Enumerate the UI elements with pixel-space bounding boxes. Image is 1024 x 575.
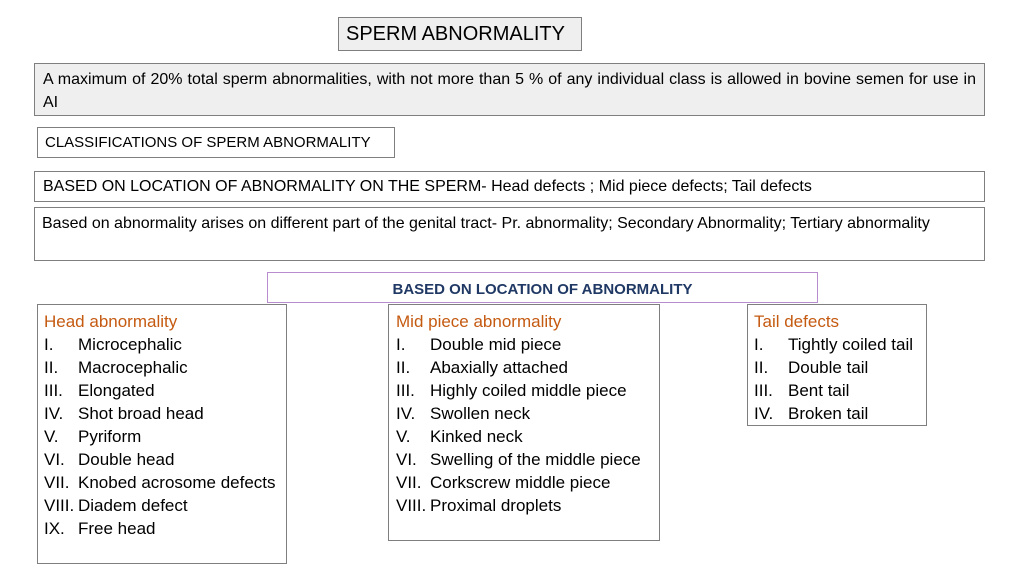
list-item-numeral: IX. bbox=[44, 519, 65, 538]
list-item bbox=[396, 333, 659, 356]
list-item-numeral: V. bbox=[396, 427, 411, 446]
list-item bbox=[396, 494, 659, 517]
page-title: SPERM ABNORMALITY bbox=[338, 17, 582, 51]
list-item-numeral: VII. bbox=[44, 473, 70, 492]
list-item-text: Abaxially attached bbox=[430, 358, 568, 377]
list-item-text: Elongated bbox=[78, 381, 155, 400]
list-item-text: Double mid piece bbox=[430, 335, 562, 354]
list-item-numeral: III. bbox=[396, 381, 415, 400]
mid-piece-abnormality-list bbox=[396, 333, 659, 517]
location-classification-line: BASED ON LOCATION OF ABNORMALITY ON THE SPERM- Head defects ; Mid piece defects; Tail defects bbox=[34, 171, 985, 202]
list-item bbox=[396, 402, 659, 425]
mid-piece-abnormality-box bbox=[388, 304, 660, 541]
list-item-text: Highly coiled middle piece bbox=[430, 381, 627, 400]
location-subheading: BASED ON LOCATION OF ABNORMALITY bbox=[267, 272, 818, 303]
list-item bbox=[44, 425, 286, 448]
list-item bbox=[44, 448, 286, 471]
list-item-text: Free head bbox=[78, 519, 156, 538]
list-item-text: Diadem defect bbox=[78, 496, 188, 515]
list-item-text: Macrocephalic bbox=[78, 358, 188, 377]
list-item-text: Tightly coiled tail bbox=[788, 335, 914, 354]
list-item-numeral: IV. bbox=[44, 404, 64, 423]
list-item bbox=[754, 379, 926, 402]
list-item-text: Microcephalic bbox=[78, 335, 182, 354]
list-item-numeral: III. bbox=[754, 381, 773, 400]
list-item-numeral: IV. bbox=[396, 404, 416, 423]
list-item-numeral: VIII. bbox=[44, 496, 75, 515]
tail-defects-header: Tail defects bbox=[754, 312, 840, 331]
list-item bbox=[396, 448, 659, 471]
list-item-numeral: I. bbox=[44, 335, 54, 354]
list-item-numeral: III. bbox=[44, 381, 63, 400]
list-item-numeral: IV. bbox=[754, 404, 774, 423]
list-item-text: Double tail bbox=[788, 358, 869, 377]
list-item-numeral: VI. bbox=[396, 450, 417, 469]
list-item-text: Double head bbox=[78, 450, 175, 469]
list-item-text: Bent tail bbox=[788, 381, 850, 400]
list-item bbox=[396, 425, 659, 448]
list-item bbox=[44, 517, 286, 540]
list-item bbox=[44, 471, 286, 494]
list-item-numeral: VIII. bbox=[396, 496, 427, 515]
genital-tract-classification-line: Based on abnormality arises on different part of the genital tract- Pr. abnormality; Secondary Abnormality; Tertiary abnormality bbox=[34, 207, 985, 261]
tail-defects-list bbox=[754, 333, 926, 425]
list-item bbox=[44, 333, 286, 356]
list-item bbox=[754, 333, 926, 356]
list-item-text: Shot broad head bbox=[78, 404, 204, 423]
list-item bbox=[754, 356, 926, 379]
list-item-numeral: I. bbox=[754, 335, 764, 354]
list-item-numeral: II. bbox=[754, 358, 769, 377]
list-item-numeral: I. bbox=[396, 335, 406, 354]
list-item bbox=[44, 379, 286, 402]
list-item bbox=[44, 356, 286, 379]
list-item-text: Proximal droplets bbox=[430, 496, 562, 515]
list-item-text: Knobed acrosome defects bbox=[78, 473, 276, 492]
list-item bbox=[44, 494, 286, 517]
list-item-text: Swollen neck bbox=[430, 404, 531, 423]
list-item bbox=[396, 471, 659, 494]
list-item-text: Kinked neck bbox=[430, 427, 523, 446]
list-item bbox=[754, 402, 926, 425]
list-item-numeral: V. bbox=[44, 427, 59, 446]
mid-piece-abnormality-header: Mid piece abnormality bbox=[396, 312, 562, 331]
list-item-numeral: II. bbox=[396, 358, 411, 377]
list-item-text: Broken tail bbox=[788, 404, 869, 423]
list-item-text: Pyriform bbox=[78, 427, 142, 446]
abnormality-limit-note: A maximum of 20% total sperm abnormalities, with not more than 5 % of any individual class is allowed in bovine semen for use in AI bbox=[34, 63, 985, 116]
head-abnormality-header: Head abnormality bbox=[44, 312, 178, 331]
list-item-numeral: VI. bbox=[44, 450, 65, 469]
list-item bbox=[396, 379, 659, 402]
tail-defects-box bbox=[747, 304, 927, 426]
list-item-numeral: II. bbox=[44, 358, 59, 377]
head-abnormality-list bbox=[44, 333, 286, 540]
head-abnormality-box bbox=[37, 304, 287, 564]
list-item-numeral: VII. bbox=[396, 473, 422, 492]
list-item-text: Corkscrew middle piece bbox=[430, 473, 611, 492]
classifications-heading: CLASSIFICATIONS OF SPERM ABNORMALITY bbox=[37, 127, 395, 158]
list-item-text: Swelling of the middle piece bbox=[430, 450, 641, 469]
list-item bbox=[396, 356, 659, 379]
list-item bbox=[44, 402, 286, 425]
